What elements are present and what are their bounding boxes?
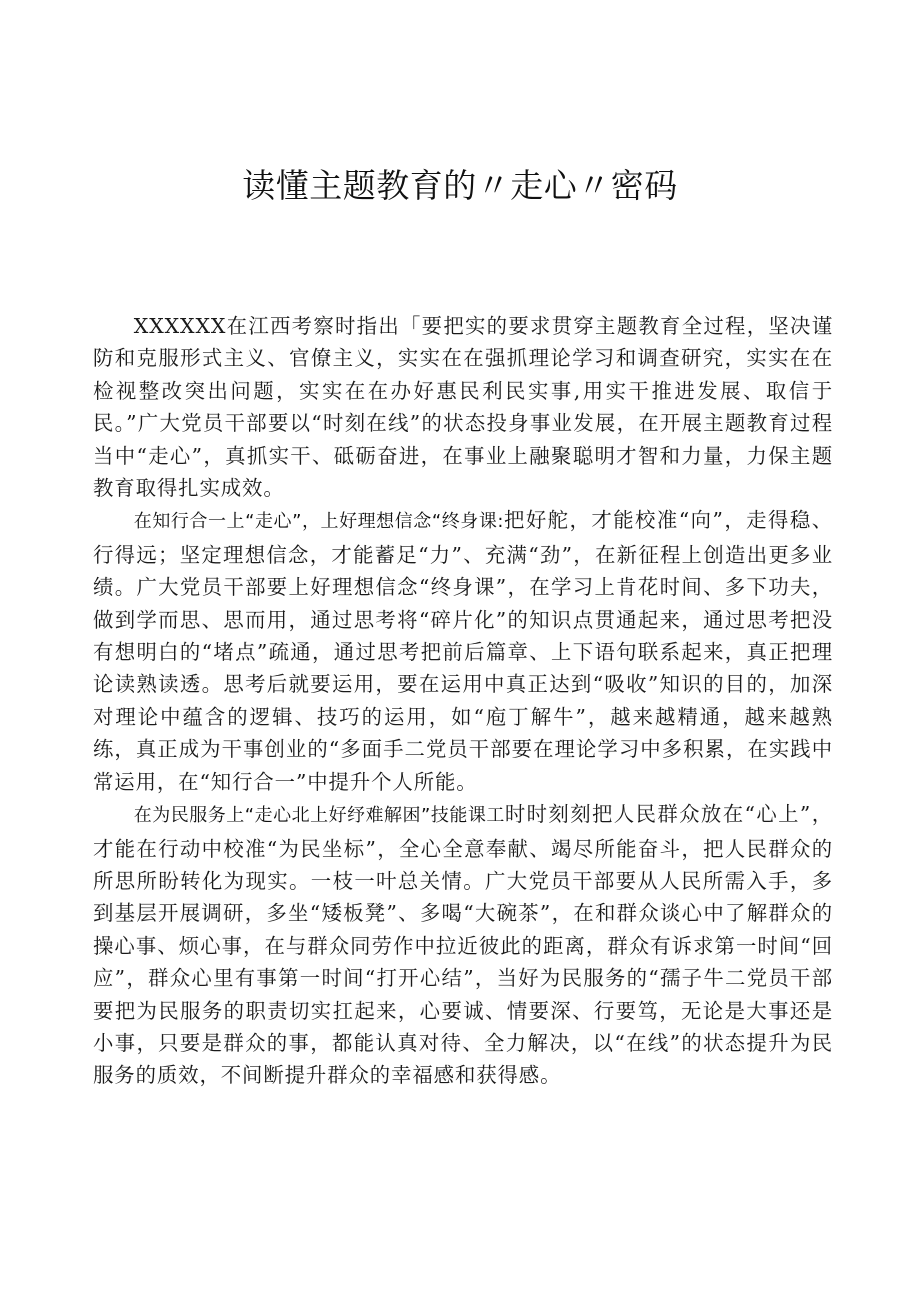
paragraph-serve-people-heading: 在为民服务上“走心北上好纾难解困”技能课工 — [133, 805, 505, 827]
paragraph-serve-people — [93, 798, 833, 1092]
paragraph-knowledge-action-text: 把好舵，才能校准“向”，走得稳、行得远；坚定理想信念，才能蓄足“力”、充满“劲”，在新征程上创造出更多业绩。广大党员干部要上好理想信念“终身课”，在学习上肯花时间、多下功夫，做到学而思、思而用，通过思考将“碎片化”的知识点贯通起来，通过思考把没有想明白的“堵点”疏通，通过思考把前后篇章、上下语句联系起来，真正把理论读熟读透。思考后就要运用，要在运用中真正达到“吸收”知识的目的，加深对理论中蕴含的逻辑、技巧的运用，如“庖丁解牛”，越来越精通，越来越熟练，真正成为干事创业的“多面手二党员干部要在理论学习中多积累，在实践中常运用，在“知行合一”中提升个人所能。 — [93, 508, 833, 794]
document-body — [93, 310, 833, 1092]
paragraph-serve-people-text: 时时刻刻把人民群众放在“心上”，才能在行动中校准“为民坐标”，全心全意奉献、竭尽所能奋斗，把人民群众的所思所盼转化为现实。一枝一叶总关情。广大党员干部要从人民所需入手，多到基层开展调研，多坐“矮板凳”、多喝“大碗茶”，在和群众谈心中了解群众的操心事、烦心事，在与群众同劳作中拉近彼此的距离，群众有诉求第一时间“回应”，群众心里有事第一时间“打开心结”，当好为民服务的“孺子牛二党员干部要把为民服务的职责切实扛起来，心要诚、情要深、行要笃，无论是大事还是小事，只要是群众的事，都能认真对待、全力解决，以“在线”的状态提升为民服务的质效，不间断提升群众的幸福感和获得感。 — [93, 802, 834, 1088]
paragraph-intro — [93, 310, 833, 504]
paragraph-knowledge-action — [93, 504, 833, 798]
paragraph-knowledge-action-heading: 在知行合一上“走心”，上好理想信念“终身课: — [133, 511, 504, 533]
paragraph-intro-text: XXXXXX在江西考察时指出「要把实的要求贯穿主题教育全过程，坚决谨防和克服形式主义、官僚主义，实实在在强抓理论学习和调查研究，实实在在检视整改突出问题，实实在在办好惠民利民实事,用实干推进发展、取信于民。”广大党员干部要以“时刻在线”的状态投身事业发展，在开展主题教育过程当中“走心”，真抓实干、砥砺奋进，在事业上融聚聪明才智和力量，力保主题教育取得扎实成效。 — [93, 314, 833, 501]
document-title: 读懂主题教育的〃走心〃密码 — [242, 166, 678, 205]
